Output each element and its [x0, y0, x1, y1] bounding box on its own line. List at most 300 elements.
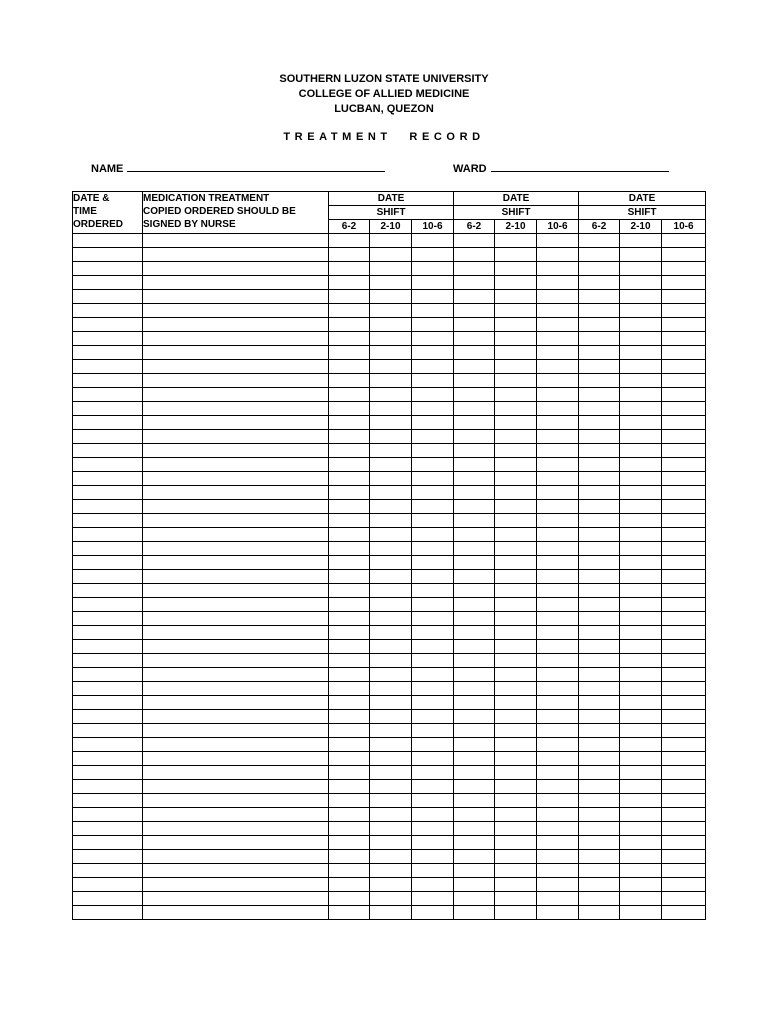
record-cell[interactable]: [412, 388, 454, 402]
record-cell[interactable]: [579, 444, 620, 458]
record-cell[interactable]: [620, 640, 662, 654]
record-cell[interactable]: [454, 878, 495, 892]
record-cell[interactable]: [537, 514, 579, 528]
record-cell[interactable]: [495, 794, 537, 808]
record-cell[interactable]: [662, 458, 706, 472]
record-cell[interactable]: [495, 458, 537, 472]
record-cell[interactable]: [620, 808, 662, 822]
record-cell[interactable]: [329, 892, 370, 906]
record-cell[interactable]: [412, 794, 454, 808]
record-cell[interactable]: [412, 500, 454, 514]
record-cell[interactable]: [329, 444, 370, 458]
record-cell[interactable]: [412, 374, 454, 388]
record-cell[interactable]: [579, 332, 620, 346]
record-cell[interactable]: [329, 794, 370, 808]
record-cell[interactable]: [370, 794, 412, 808]
record-cell[interactable]: [579, 808, 620, 822]
record-cell[interactable]: [329, 528, 370, 542]
record-cell[interactable]: [662, 430, 706, 444]
record-cell[interactable]: [662, 682, 706, 696]
record-cell[interactable]: [620, 304, 662, 318]
record-cell[interactable]: [537, 528, 579, 542]
record-cell[interactable]: [412, 822, 454, 836]
record-cell[interactable]: [620, 234, 662, 248]
record-cell[interactable]: [370, 556, 412, 570]
record-cell[interactable]: [370, 570, 412, 584]
record-cell[interactable]: [662, 346, 706, 360]
record-cell[interactable]: [537, 612, 579, 626]
record-cell[interactable]: [662, 752, 706, 766]
record-cell[interactable]: [537, 444, 579, 458]
record-cell[interactable]: [454, 360, 495, 374]
record-cell[interactable]: [143, 556, 329, 570]
record-cell[interactable]: [537, 304, 579, 318]
name-field[interactable]: [91, 160, 385, 176]
record-cell[interactable]: [454, 766, 495, 780]
record-cell[interactable]: [537, 248, 579, 262]
record-cell[interactable]: [662, 486, 706, 500]
record-cell[interactable]: [329, 584, 370, 598]
record-cell[interactable]: [73, 570, 143, 584]
record-cell[interactable]: [620, 514, 662, 528]
record-cell[interactable]: [495, 696, 537, 710]
record-cell[interactable]: [454, 276, 495, 290]
record-cell[interactable]: [412, 780, 454, 794]
record-cell[interactable]: [579, 416, 620, 430]
record-cell[interactable]: [329, 430, 370, 444]
record-cell[interactable]: [329, 864, 370, 878]
record-cell[interactable]: [579, 710, 620, 724]
record-cell[interactable]: [143, 486, 329, 500]
record-cell[interactable]: [73, 668, 143, 682]
record-cell[interactable]: [454, 402, 495, 416]
record-cell[interactable]: [370, 332, 412, 346]
record-cell[interactable]: [662, 724, 706, 738]
record-cell[interactable]: [329, 318, 370, 332]
record-cell[interactable]: [412, 626, 454, 640]
record-cell[interactable]: [370, 304, 412, 318]
record-cell[interactable]: [662, 640, 706, 654]
record-cell[interactable]: [495, 724, 537, 738]
record-cell[interactable]: [662, 808, 706, 822]
record-cell[interactable]: [329, 486, 370, 500]
record-cell[interactable]: [495, 766, 537, 780]
record-cell[interactable]: [73, 682, 143, 696]
record-cell[interactable]: [537, 388, 579, 402]
record-cell[interactable]: [370, 430, 412, 444]
record-cell[interactable]: [495, 626, 537, 640]
record-cell[interactable]: [537, 766, 579, 780]
record-cell[interactable]: [662, 542, 706, 556]
record-cell[interactable]: [329, 472, 370, 486]
record-cell[interactable]: [537, 234, 579, 248]
record-cell[interactable]: [412, 640, 454, 654]
record-cell[interactable]: [370, 514, 412, 528]
record-cell[interactable]: [579, 486, 620, 500]
record-cell[interactable]: [579, 500, 620, 514]
record-cell[interactable]: [73, 472, 143, 486]
record-cell[interactable]: [579, 780, 620, 794]
record-cell[interactable]: [495, 444, 537, 458]
record-cell[interactable]: [495, 850, 537, 864]
record-cell[interactable]: [662, 556, 706, 570]
record-cell[interactable]: [662, 598, 706, 612]
record-cell[interactable]: [73, 654, 143, 668]
record-cell[interactable]: [662, 822, 706, 836]
record-cell[interactable]: [370, 822, 412, 836]
record-cell[interactable]: [620, 892, 662, 906]
record-cell[interactable]: [329, 346, 370, 360]
record-cell[interactable]: [537, 318, 579, 332]
record-cell[interactable]: [143, 766, 329, 780]
record-cell[interactable]: [579, 542, 620, 556]
record-cell[interactable]: [579, 248, 620, 262]
record-cell[interactable]: [73, 444, 143, 458]
record-cell[interactable]: [620, 724, 662, 738]
name-blank-line[interactable]: [127, 160, 385, 172]
record-cell[interactable]: [370, 346, 412, 360]
record-cell[interactable]: [537, 542, 579, 556]
record-cell[interactable]: [329, 738, 370, 752]
record-cell[interactable]: [579, 752, 620, 766]
record-cell[interactable]: [143, 542, 329, 556]
record-cell[interactable]: [412, 738, 454, 752]
record-cell[interactable]: [495, 276, 537, 290]
record-cell[interactable]: [579, 612, 620, 626]
record-cell[interactable]: [329, 766, 370, 780]
record-cell[interactable]: [143, 780, 329, 794]
record-cell[interactable]: [143, 724, 329, 738]
record-cell[interactable]: [370, 388, 412, 402]
record-cell[interactable]: [495, 640, 537, 654]
record-cell[interactable]: [329, 542, 370, 556]
record-cell[interactable]: [73, 458, 143, 472]
record-cell[interactable]: [579, 262, 620, 276]
record-cell[interactable]: [454, 822, 495, 836]
record-cell[interactable]: [454, 346, 495, 360]
record-cell[interactable]: [620, 458, 662, 472]
record-cell[interactable]: [495, 612, 537, 626]
record-cell[interactable]: [454, 458, 495, 472]
record-cell[interactable]: [329, 276, 370, 290]
record-cell[interactable]: [454, 668, 495, 682]
record-cell[interactable]: [620, 906, 662, 920]
record-cell[interactable]: [620, 850, 662, 864]
record-cell[interactable]: [370, 262, 412, 276]
record-cell[interactable]: [143, 626, 329, 640]
record-cell[interactable]: [329, 234, 370, 248]
record-cell[interactable]: [579, 822, 620, 836]
record-cell[interactable]: [73, 360, 143, 374]
record-cell[interactable]: [412, 556, 454, 570]
record-cell[interactable]: [537, 276, 579, 290]
record-cell[interactable]: [454, 570, 495, 584]
record-cell[interactable]: [370, 724, 412, 738]
record-cell[interactable]: [537, 724, 579, 738]
record-cell[interactable]: [495, 822, 537, 836]
record-cell[interactable]: [73, 276, 143, 290]
record-cell[interactable]: [73, 290, 143, 304]
record-cell[interactable]: [662, 276, 706, 290]
record-cell[interactable]: [370, 808, 412, 822]
record-cell[interactable]: [537, 626, 579, 640]
record-cell[interactable]: [454, 906, 495, 920]
record-cell[interactable]: [662, 304, 706, 318]
record-cell[interactable]: [662, 668, 706, 682]
record-cell[interactable]: [537, 374, 579, 388]
record-cell[interactable]: [412, 416, 454, 430]
record-cell[interactable]: [495, 654, 537, 668]
record-cell[interactable]: [370, 318, 412, 332]
record-cell[interactable]: [454, 724, 495, 738]
record-cell[interactable]: [412, 360, 454, 374]
record-cell[interactable]: [620, 752, 662, 766]
record-cell[interactable]: [537, 836, 579, 850]
record-cell[interactable]: [495, 710, 537, 724]
record-cell[interactable]: [662, 892, 706, 906]
record-cell[interactable]: [370, 276, 412, 290]
record-cell[interactable]: [143, 654, 329, 668]
record-cell[interactable]: [412, 262, 454, 276]
record-cell[interactable]: [412, 346, 454, 360]
record-cell[interactable]: [329, 682, 370, 696]
record-cell[interactable]: [73, 780, 143, 794]
record-cell[interactable]: [370, 486, 412, 500]
record-cell[interactable]: [662, 836, 706, 850]
record-cell[interactable]: [537, 458, 579, 472]
record-cell[interactable]: [662, 332, 706, 346]
record-cell[interactable]: [495, 374, 537, 388]
record-cell[interactable]: [370, 374, 412, 388]
record-cell[interactable]: [579, 738, 620, 752]
record-cell[interactable]: [412, 598, 454, 612]
record-cell[interactable]: [620, 542, 662, 556]
record-cell[interactable]: [412, 290, 454, 304]
record-cell[interactable]: [579, 626, 620, 640]
record-cell[interactable]: [662, 654, 706, 668]
record-cell[interactable]: [579, 374, 620, 388]
record-cell[interactable]: [370, 500, 412, 514]
record-cell[interactable]: [662, 766, 706, 780]
record-cell[interactable]: [329, 500, 370, 514]
record-cell[interactable]: [370, 892, 412, 906]
record-cell[interactable]: [579, 836, 620, 850]
record-cell[interactable]: [329, 556, 370, 570]
record-cell[interactable]: [620, 836, 662, 850]
record-cell[interactable]: [454, 262, 495, 276]
record-cell[interactable]: [412, 542, 454, 556]
record-cell[interactable]: [370, 584, 412, 598]
record-cell[interactable]: [662, 248, 706, 262]
record-cell[interactable]: [662, 416, 706, 430]
record-cell[interactable]: [370, 752, 412, 766]
record-cell[interactable]: [454, 612, 495, 626]
record-cell[interactable]: [329, 262, 370, 276]
record-cell[interactable]: [662, 402, 706, 416]
record-cell[interactable]: [579, 864, 620, 878]
record-cell[interactable]: [662, 696, 706, 710]
record-cell[interactable]: [73, 850, 143, 864]
record-cell[interactable]: [620, 248, 662, 262]
record-cell[interactable]: [454, 836, 495, 850]
record-cell[interactable]: [579, 346, 620, 360]
record-cell[interactable]: [620, 500, 662, 514]
record-cell[interactable]: [73, 262, 143, 276]
record-cell[interactable]: [579, 276, 620, 290]
record-cell[interactable]: [143, 640, 329, 654]
record-cell[interactable]: [537, 416, 579, 430]
record-cell[interactable]: [495, 430, 537, 444]
record-cell[interactable]: [537, 696, 579, 710]
record-cell[interactable]: [329, 850, 370, 864]
record-cell[interactable]: [412, 682, 454, 696]
record-cell[interactable]: [329, 374, 370, 388]
record-cell[interactable]: [73, 696, 143, 710]
record-cell[interactable]: [579, 570, 620, 584]
record-cell[interactable]: [620, 738, 662, 752]
record-cell[interactable]: [329, 906, 370, 920]
record-cell[interactable]: [143, 304, 329, 318]
record-cell[interactable]: [537, 556, 579, 570]
record-cell[interactable]: [412, 248, 454, 262]
record-cell[interactable]: [73, 598, 143, 612]
record-cell[interactable]: [495, 304, 537, 318]
record-cell[interactable]: [620, 668, 662, 682]
record-cell[interactable]: [579, 850, 620, 864]
record-cell[interactable]: [537, 710, 579, 724]
record-cell[interactable]: [329, 388, 370, 402]
record-cell[interactable]: [329, 626, 370, 640]
record-cell[interactable]: [73, 892, 143, 906]
record-cell[interactable]: [620, 332, 662, 346]
record-cell[interactable]: [537, 402, 579, 416]
record-cell[interactable]: [620, 472, 662, 486]
record-cell[interactable]: [73, 304, 143, 318]
record-cell[interactable]: [495, 892, 537, 906]
record-cell[interactable]: [73, 500, 143, 514]
record-cell[interactable]: [454, 556, 495, 570]
record-cell[interactable]: [537, 262, 579, 276]
record-cell[interactable]: [412, 808, 454, 822]
record-cell[interactable]: [579, 794, 620, 808]
record-cell[interactable]: [143, 794, 329, 808]
record-cell[interactable]: [73, 318, 143, 332]
record-cell[interactable]: [662, 360, 706, 374]
record-cell[interactable]: [412, 696, 454, 710]
record-cell[interactable]: [620, 794, 662, 808]
record-cell[interactable]: [329, 808, 370, 822]
record-cell[interactable]: [329, 304, 370, 318]
record-cell[interactable]: [495, 682, 537, 696]
record-cell[interactable]: [370, 542, 412, 556]
record-cell[interactable]: [495, 486, 537, 500]
record-cell[interactable]: [143, 388, 329, 402]
record-cell[interactable]: [537, 290, 579, 304]
record-cell[interactable]: [370, 738, 412, 752]
record-cell[interactable]: [370, 766, 412, 780]
record-cell[interactable]: [537, 668, 579, 682]
record-cell[interactable]: [412, 318, 454, 332]
record-cell[interactable]: [143, 444, 329, 458]
ward-field[interactable]: [453, 160, 669, 176]
record-cell[interactable]: [454, 640, 495, 654]
record-cell[interactable]: [73, 752, 143, 766]
record-cell[interactable]: [495, 402, 537, 416]
record-cell[interactable]: [537, 808, 579, 822]
record-cell[interactable]: [143, 906, 329, 920]
record-cell[interactable]: [73, 822, 143, 836]
record-cell[interactable]: [662, 794, 706, 808]
record-cell[interactable]: [143, 668, 329, 682]
record-cell[interactable]: [370, 402, 412, 416]
record-cell[interactable]: [579, 668, 620, 682]
record-cell[interactable]: [73, 864, 143, 878]
record-cell[interactable]: [537, 430, 579, 444]
record-cell[interactable]: [143, 290, 329, 304]
record-cell[interactable]: [454, 472, 495, 486]
record-cell[interactable]: [620, 402, 662, 416]
record-cell[interactable]: [495, 472, 537, 486]
record-cell[interactable]: [73, 724, 143, 738]
record-cell[interactable]: [454, 682, 495, 696]
record-cell[interactable]: [370, 248, 412, 262]
record-cell[interactable]: [454, 626, 495, 640]
record-cell[interactable]: [73, 234, 143, 248]
record-cell[interactable]: [620, 528, 662, 542]
record-cell[interactable]: [454, 374, 495, 388]
record-cell[interactable]: [370, 836, 412, 850]
record-cell[interactable]: [579, 640, 620, 654]
record-cell[interactable]: [537, 738, 579, 752]
record-cell[interactable]: [454, 430, 495, 444]
record-cell[interactable]: [370, 598, 412, 612]
record-cell[interactable]: [143, 528, 329, 542]
record-cell[interactable]: [73, 332, 143, 346]
record-cell[interactable]: [329, 668, 370, 682]
record-cell[interactable]: [620, 598, 662, 612]
record-cell[interactable]: [73, 486, 143, 500]
record-cell[interactable]: [454, 808, 495, 822]
record-cell[interactable]: [412, 234, 454, 248]
record-cell[interactable]: [454, 752, 495, 766]
record-cell[interactable]: [495, 234, 537, 248]
record-cell[interactable]: [620, 780, 662, 794]
record-cell[interactable]: [454, 710, 495, 724]
record-cell[interactable]: [73, 808, 143, 822]
record-cell[interactable]: [329, 640, 370, 654]
record-cell[interactable]: [143, 346, 329, 360]
record-cell[interactable]: [620, 290, 662, 304]
record-cell[interactable]: [329, 248, 370, 262]
record-cell[interactable]: [662, 906, 706, 920]
record-cell[interactable]: [537, 486, 579, 500]
record-cell[interactable]: [495, 528, 537, 542]
record-cell[interactable]: [537, 822, 579, 836]
record-cell[interactable]: [143, 318, 329, 332]
record-cell[interactable]: [73, 402, 143, 416]
record-cell[interactable]: [73, 416, 143, 430]
record-cell[interactable]: [370, 696, 412, 710]
record-cell[interactable]: [495, 416, 537, 430]
record-cell[interactable]: [412, 402, 454, 416]
record-cell[interactable]: [454, 416, 495, 430]
record-cell[interactable]: [662, 234, 706, 248]
record-cell[interactable]: [662, 528, 706, 542]
record-cell[interactable]: [579, 878, 620, 892]
record-cell[interactable]: [412, 332, 454, 346]
record-cell[interactable]: [620, 612, 662, 626]
record-cell[interactable]: [495, 360, 537, 374]
